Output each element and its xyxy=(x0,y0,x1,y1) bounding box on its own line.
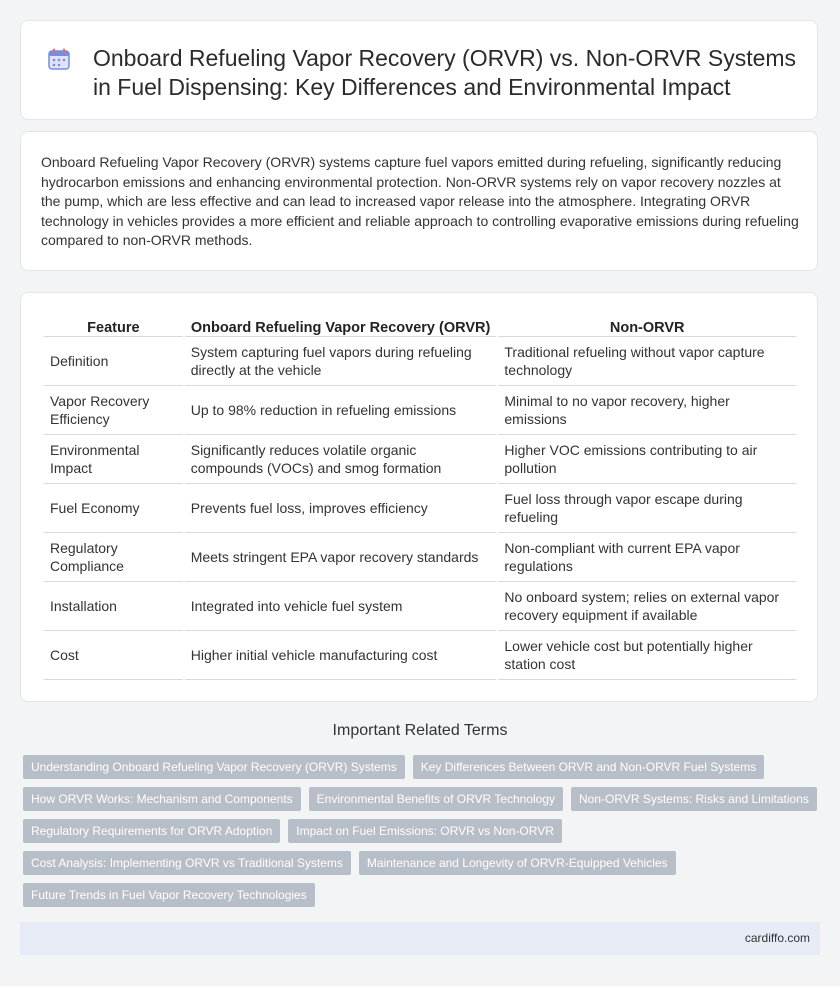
table-cell-orvr: Higher initial vehicle manufacturing cost xyxy=(185,631,497,680)
column-header-feature: Feature xyxy=(44,314,183,337)
related-term-tag[interactable]: Key Differences Between ORVR and Non-ORVR Fuel Systems xyxy=(413,755,764,779)
table-row xyxy=(44,484,796,533)
page-title: Onboard Refueling Vapor Recovery (ORVR) vs. Non-ORVR Systems in Fuel Dispensing: Key Differences and Environmental Impact xyxy=(93,45,797,100)
table-cell-non-orvr: Fuel loss through vapor escape during refueling xyxy=(498,484,796,533)
table-cell-orvr: Meets stringent EPA vapor recovery standards xyxy=(185,533,497,582)
table-header-row xyxy=(44,314,796,337)
table-cell-feature: Fuel Economy xyxy=(44,484,183,533)
table-cell-orvr: Prevents fuel loss, improves efficiency xyxy=(185,484,497,533)
calendar-icon xyxy=(47,47,71,71)
related-term-tag[interactable]: Environmental Benefits of ORVR Technology xyxy=(309,787,563,811)
related-term-tag[interactable]: Maintenance and Longevity of ORVR-Equipped Vehicles xyxy=(359,851,676,875)
comparison-table-card xyxy=(20,292,818,702)
column-header-non-orvr: Non-ORVR xyxy=(498,314,796,337)
table-row xyxy=(44,631,796,680)
table-row xyxy=(44,386,796,435)
related-term-tag[interactable]: Understanding Onboard Refueling Vapor Recovery (ORVR) Systems xyxy=(23,755,405,779)
table-row xyxy=(44,533,796,582)
table-cell-non-orvr: No onboard system; relies on external vapor recovery equipment if available xyxy=(498,582,796,631)
related-term-tag[interactable]: Non-ORVR Systems: Risks and Limitations xyxy=(571,787,817,811)
table-row xyxy=(44,337,796,386)
related-term-tag[interactable]: How ORVR Works: Mechanism and Components xyxy=(23,787,301,811)
table-cell-non-orvr: Traditional refueling without vapor capture technology xyxy=(498,337,796,386)
table-cell-feature: Environmental Impact xyxy=(44,435,183,484)
footer-site-link[interactable]: cardiffo.com xyxy=(744,931,810,945)
related-term-tag[interactable]: Cost Analysis: Implementing ORVR vs Traditional Systems xyxy=(23,851,351,875)
table-cell-non-orvr: Lower vehicle cost but potentially higher station cost xyxy=(498,631,796,680)
intro-paragraph: Onboard Refueling Vapor Recovery (ORVR) systems capture fuel vapors emitted during refueling, significantly reducing hydrocarbon emissions and enhancing environmental protection. Non-ORVR systems rely on vapor recovery nozzles at the pump, which are less effective and can lead to increased vapor release into the atmosphere. Integrating ORVR technology in vehicles provides a more efficient and reliable approach to controlling evaporative emissions during refueling compared to non-ORVR methods. xyxy=(41,154,799,248)
table-cell-feature: Installation xyxy=(44,582,183,631)
header-card xyxy=(20,20,818,120)
table-cell-orvr: System capturing fuel vapors during refueling directly at the vehicle xyxy=(185,337,497,386)
related-terms-list xyxy=(23,755,823,907)
table-cell-orvr: Up to 98% reduction in refueling emissions xyxy=(185,386,497,435)
intro-card xyxy=(20,131,818,271)
table-cell-feature: Cost xyxy=(44,631,183,680)
column-header-orvr: Onboard Refueling Vapor Recovery (ORVR) xyxy=(185,314,497,337)
footer xyxy=(20,922,820,955)
table-row xyxy=(44,435,796,484)
table-cell-feature: Vapor Recovery Efficiency xyxy=(44,386,183,435)
table-cell-feature: Regulatory Compliance xyxy=(44,533,183,582)
related-term-tag[interactable]: Future Trends in Fuel Vapor Recovery Technologies xyxy=(23,883,315,907)
table-row xyxy=(44,582,796,631)
related-term-tag[interactable]: Impact on Fuel Emissions: ORVR vs Non-ORVR xyxy=(288,819,562,843)
table-cell-non-orvr: Higher VOC emissions contributing to air pollution xyxy=(498,435,796,484)
table-cell-non-orvr: Minimal to no vapor recovery, higher emissions xyxy=(498,386,796,435)
table-cell-orvr: Integrated into vehicle fuel system xyxy=(185,582,497,631)
comparison-table xyxy=(42,314,798,680)
table-cell-orvr: Significantly reduces volatile organic compounds (VOCs) and smog formation xyxy=(185,435,497,484)
related-terms-title: Important Related Terms xyxy=(332,722,508,739)
table-cell-feature: Definition xyxy=(44,337,183,386)
table-cell-non-orvr: Non-compliant with current EPA vapor regulations xyxy=(498,533,796,582)
related-term-tag[interactable]: Regulatory Requirements for ORVR Adoption xyxy=(23,819,280,843)
